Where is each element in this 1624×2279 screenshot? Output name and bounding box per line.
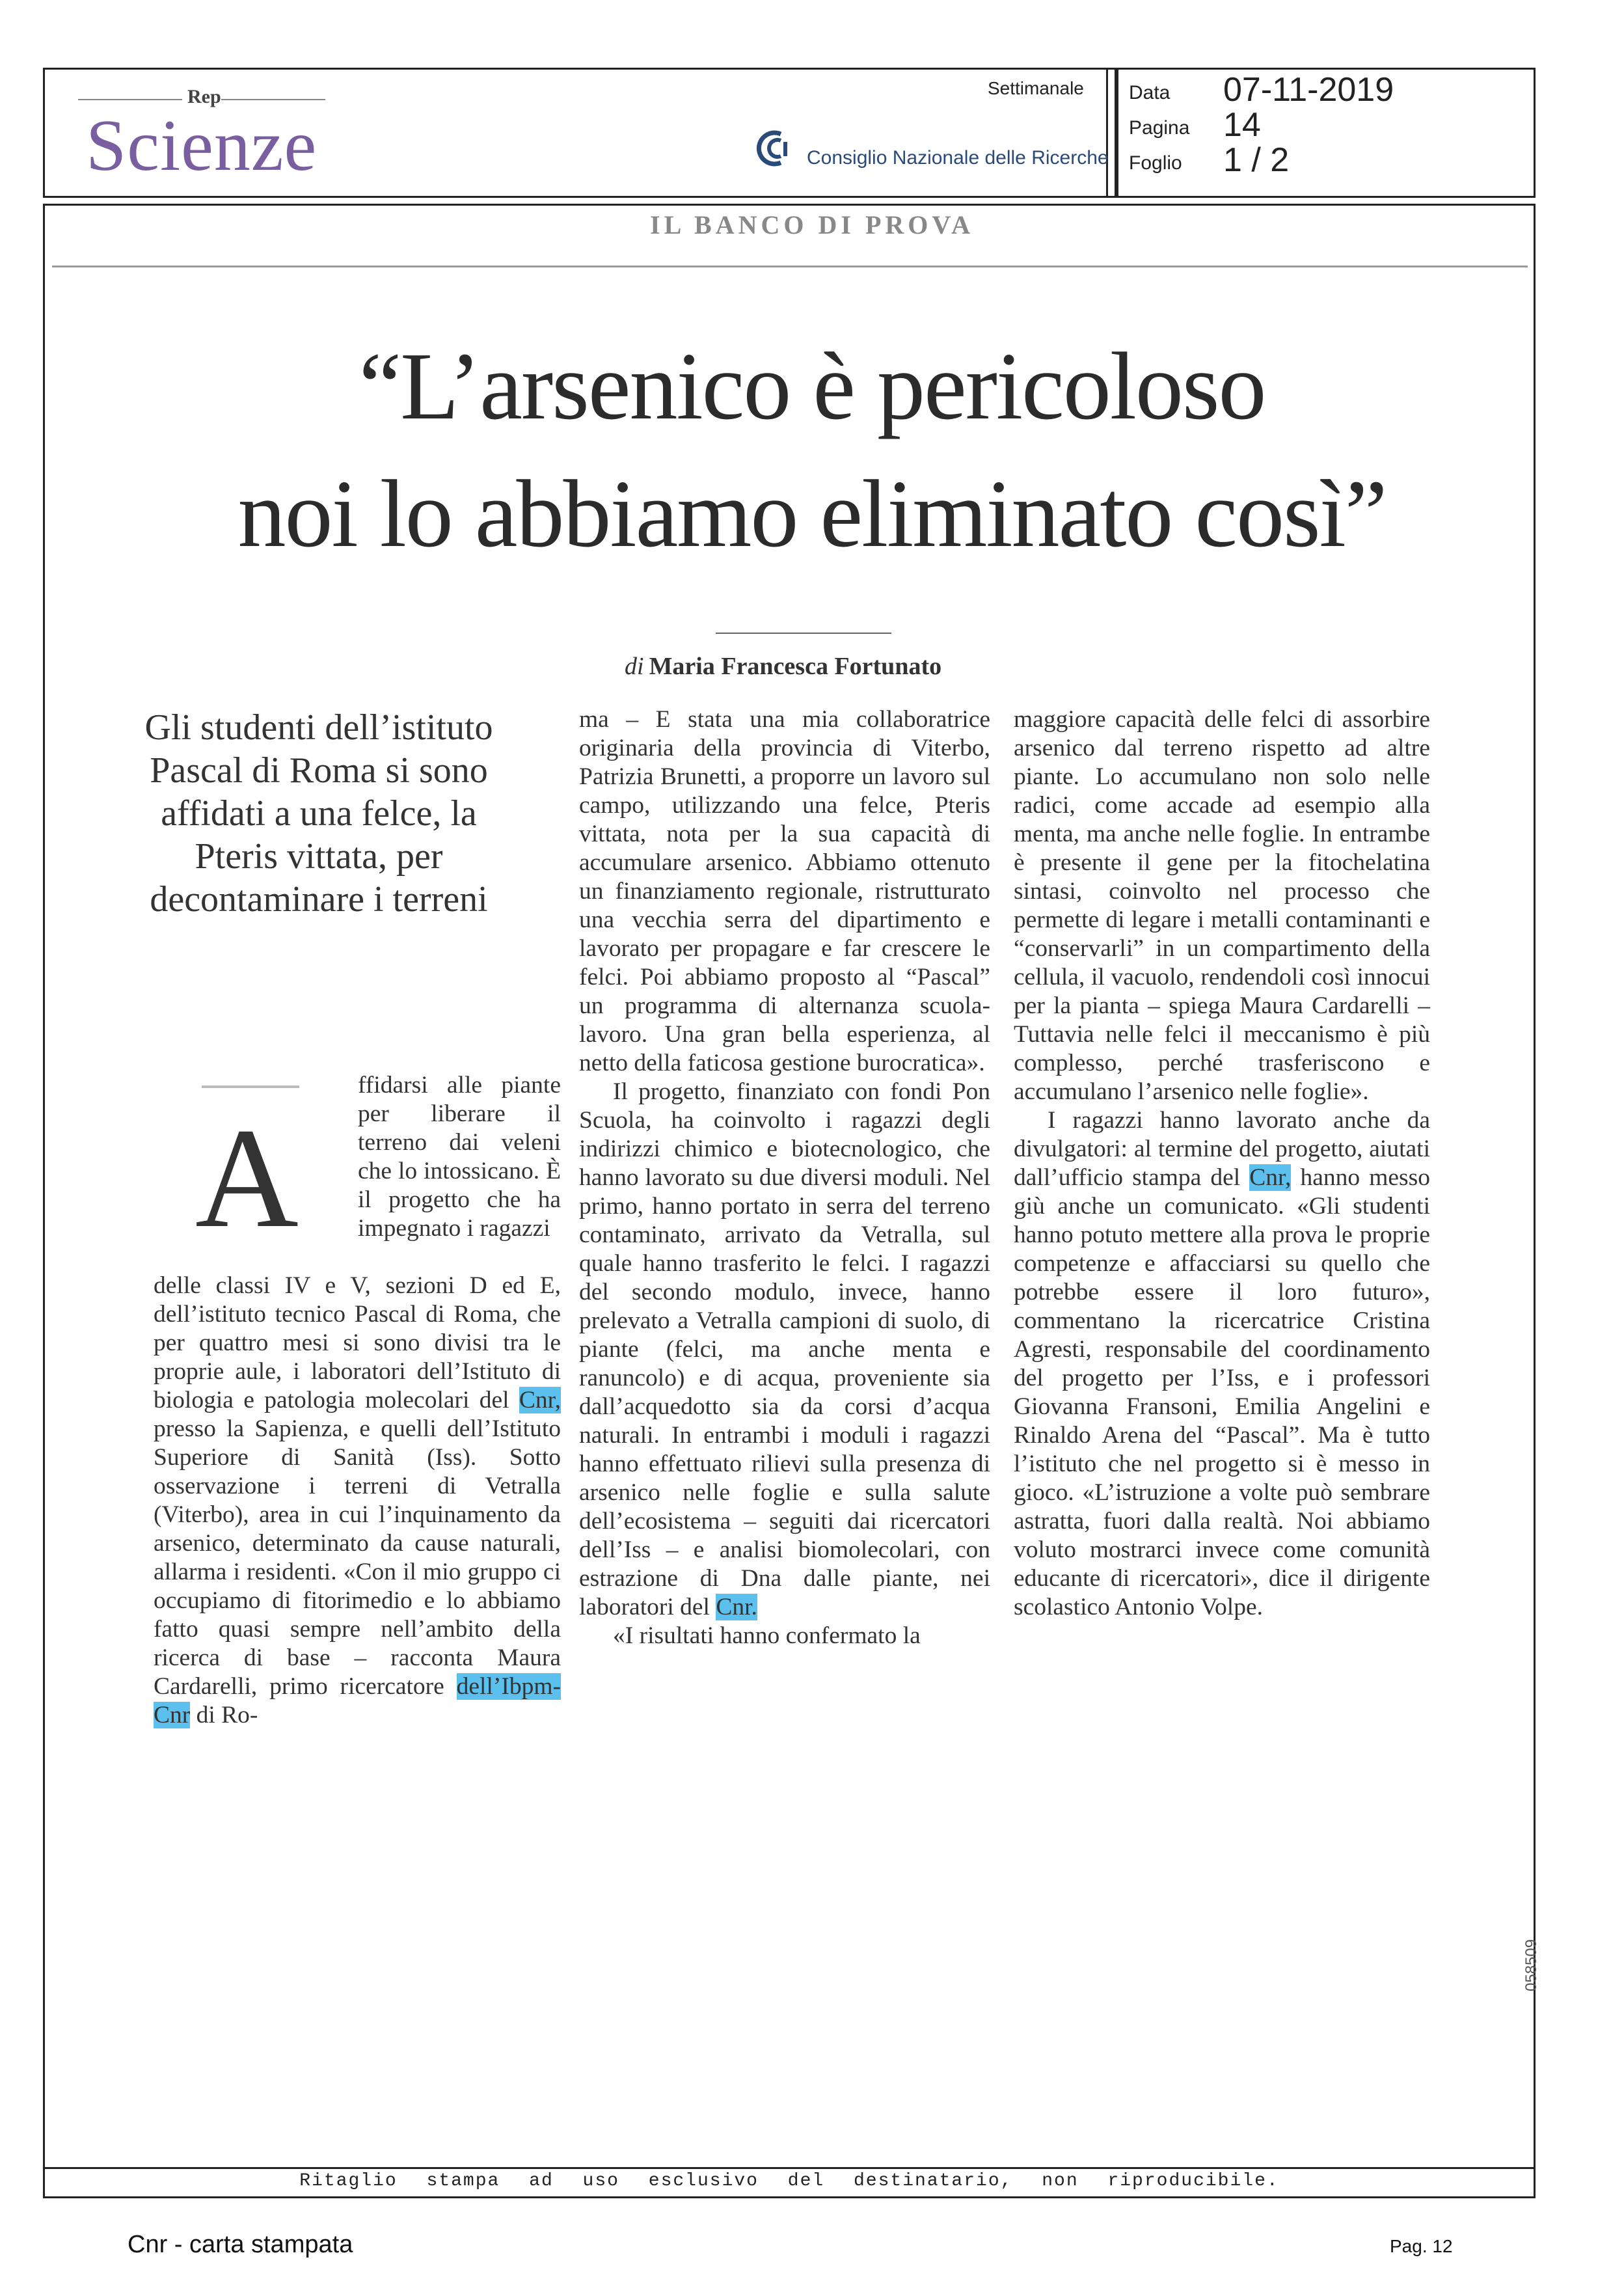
text-run: presso la Sapienza, e quelli dell’Istituto Superiore di Sanità (Iss). Sotto osservazione i terreni di Vetralla (Viterbo), area in cui l’inquinamento da arsenico, determinato da cause naturali, allarma i residenti. «Con il mio gruppo ci occupiamo di fitorimedio e lo abbiamo fatto quasi sempre nell’ambito della ricerca di base – racconta Maura Cardarelli, primo ricercatore <box>154 1415 561 1700</box>
deck: Gli studenti dell’istituto Pascal di Roma si sono affidati a una felce, la Pteris vittata, per decontaminare i terreni <box>144 707 493 920</box>
footer-notice: Ritaglio stampa ad uso esclusivo del destinatario, non riproducibile. <box>299 2171 1279 2191</box>
highlight-cnr: Cnr, <box>1249 1164 1292 1191</box>
masthead-title: Scienze <box>86 105 318 186</box>
paragraph <box>154 1272 561 1730</box>
data-label: Data <box>1129 82 1171 103</box>
text-run: Il progetto, finanziato con fondi Pon Scuola, ha coinvolto i ragazzi degli indirizzi chimico e biotecnologico, che hanno lavorato su due diversi moduli. Nel primo, hanno portato in serra del terreno contaminato, arrivato da Vetralla, sul quale hanno trasferito le felci. I ragazzi del secondo modulo, invece, hanno prelevato a Vetralla campioni di suolo, di piante (felci, ma anche menta e ranuncolo) e di acqua, proveniente sia dall’acquedotto sia da corsi d’acqua naturali. In entrambi i moduli i ragazzi hanno effettuato rilievi sulla presenza di arsenico nelle foglie e sulla salute dell’ecosistema – seguiti dai ricercatori dell’Iss – e analisi biomolecolari, con estrazione di Dna dalle piante, nei laboratori del <box>579 1078 990 1620</box>
paragraph <box>1014 1106 1430 1622</box>
foglio-value: 1 / 2 <box>1223 141 1290 179</box>
foglio-label: Foglio <box>1129 152 1182 174</box>
pagina-value: 14 <box>1223 106 1261 144</box>
publisher-name: Consiglio Nazionale delle Ricerche <box>807 147 1109 169</box>
byline <box>625 652 941 681</box>
data-value: 07-11-2019 <box>1223 71 1394 109</box>
rep-rule-right <box>221 99 325 100</box>
column-1-top <box>358 1071 561 1243</box>
paragraph: ma – E stata una mia collaboratrice originaria della provincia di Viterbo, Patrizia Brunetti, a proporre un lavoro sul campo, utilizzando una felce, Pteris vittata, nota per la sua capacità di accumulare arsenico. Abbiamo ottenuto un finanziamento regionale, ristrutturato una vecchia serra del dipartimento e lavorato per propagare e far crescere le felci. Poi abbiamo proposto al “Pascal” un programma di alternanza scuola-lavoro. Una gran bella esperienza, al netto della faticosa gestione burocratica». <box>579 706 990 1076</box>
headline-line-2: noi lo abbiamo eliminato così” <box>237 461 1387 567</box>
pagina-label: Pagina <box>1129 117 1190 139</box>
text-run: delle classi IV e V, sezioni D ed E, dell’istituto tecnico Pascal di Roma, che per quattro mesi si sono divisi tra le proprie aule, i laboratori dell’Istituto di biologia e patologia molecolari del <box>154 1272 561 1413</box>
headline-line-1: “L’arsenico è pericoloso <box>359 333 1265 440</box>
side-code: 058509 <box>1522 1939 1540 1991</box>
text-run: hanno messo giù anche un comunicato. «Gli studenti hanno potuto mettere alla prova le proprie competenze e affacciarsi su quello che potrebbe essere il loro futuro», commentano la ricercatrice Cristina Agresti, responsabile del coordinamento del progetto per l’Iss, e i professori Giovanna Fransoni, Emilia Angelini e Rinaldo Arena del “Pascal”. Ma è tutto l’istituto che nel progetto si è messo in gioco. «L’istruzione a volte può sembrare astratta, fuori dalla realtà. Noi abbiamo voluto mostrarci invece come comunità educante di ricercatori», dice il dirigente scolastico Antonio Volpe. <box>1014 1164 1430 1620</box>
highlight-cnr: Cnr, <box>519 1387 562 1413</box>
text-run: I ragazzi hanno lavorato anche da divulgatori: al termine del progetto, aiutati dall’ufficio stampa del <box>1014 1107 1430 1191</box>
kicker: IL BANCO DI PROVA <box>650 210 974 239</box>
rep-label: Rep <box>187 86 221 107</box>
dropcap-rule <box>202 1085 299 1088</box>
header-divider <box>1106 68 1108 198</box>
highlight-ibpm-cnr: dell’Ibpm-Cnr <box>154 1673 561 1728</box>
kicker-rule <box>52 266 1528 267</box>
paragraph: maggiore capacità delle felci di assorbire arsenico dal terreno rispetto ad altre piante. Lo accumulano non solo nelle radici, come accade ad esempio alla menta, ma anche nelle foglie. In entrambe è presente il gene per la fitochelatina sintasi, coinvolto nel processo che permette di legare i metalli contaminanti e “conservarli” in un compartimento della cellula, il vacuolo, rendendoli così innocui per la pianta – spiega Maura Cardarelli – Tuttavia nelle felci il meccanismo è più complesso, perché trasferiscono e accumulano l’arsenico nelle foglie». <box>1014 706 1430 1105</box>
source-label: Cnr - carta stampata <box>128 2231 353 2258</box>
frequency-label: Settimanale <box>988 78 1084 98</box>
paragraph: «I risultati hanno confermato la <box>613 1622 921 1649</box>
cnr-logo-icon <box>755 130 796 167</box>
byline-rule <box>716 633 891 634</box>
rep-rule-left <box>78 99 182 100</box>
highlight-cnr: Cnr. <box>716 1594 757 1620</box>
footer-rule <box>43 2167 1536 2169</box>
paragraph <box>579 1078 990 1622</box>
text-run: di Ro- <box>196 1702 258 1728</box>
column-3 <box>1014 705 1430 1622</box>
header-divider <box>1116 68 1118 198</box>
paragraph: ffidarsi alle piante per liberare il terreno dai veleni che lo intossicano. È il progetto che ha impegnato i ragazzi <box>358 1072 561 1242</box>
byline-prefix: di <box>625 653 644 680</box>
column-1 <box>154 1272 561 1730</box>
byline-author: Maria Francesca Fortunato <box>649 653 942 680</box>
dropcap: A <box>195 1099 299 1257</box>
column-2 <box>579 705 990 1650</box>
page-number: Pag. 12 <box>1390 2236 1453 2256</box>
